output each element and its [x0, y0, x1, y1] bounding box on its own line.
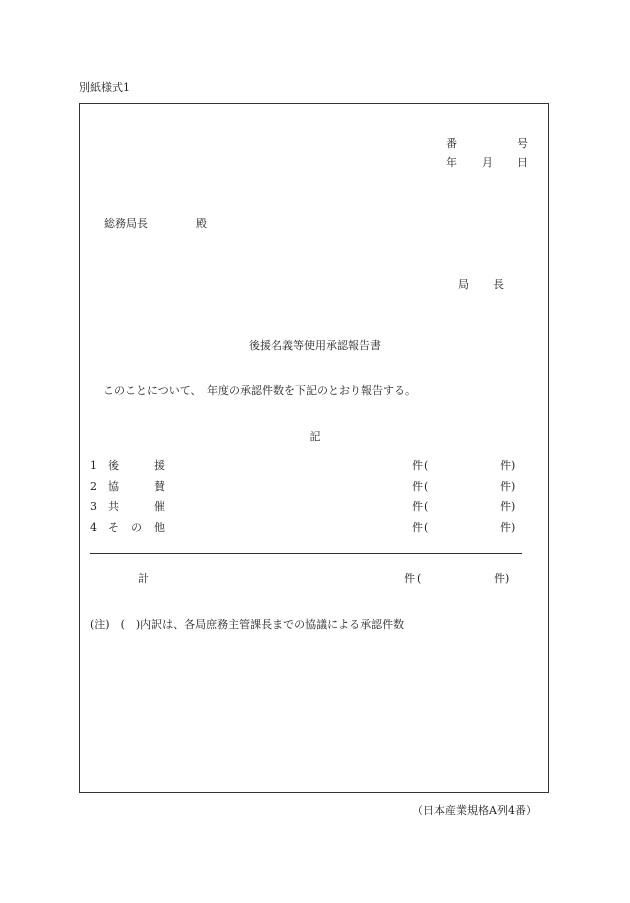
paper-standard-label: （日本産業規格A列4番） [412, 804, 537, 817]
table-row [90, 522, 522, 536]
item-label-char: 援 [154, 459, 165, 472]
item-count-unit: 件 [412, 459, 423, 472]
total-open-paren: ( [417, 572, 422, 585]
table-row [90, 460, 522, 474]
item-label-char: 賛 [154, 480, 165, 493]
item-count-unit: 件 [412, 521, 423, 534]
item-open-paren: ( [424, 480, 429, 493]
item-breakdown-unit: 件) [500, 480, 516, 493]
item-breakdown-unit: 件) [500, 459, 516, 472]
item-label-char: 後 [108, 459, 119, 472]
total-label: 計 [138, 572, 149, 585]
sender-bureau-label: 局 [458, 278, 469, 291]
item-count-unit: 件 [412, 480, 423, 493]
item-open-paren: ( [424, 500, 429, 513]
form-number-label: 別紙様式1 [79, 81, 130, 94]
item-label-char: 協 [108, 480, 119, 493]
total-breakdown-unit: 件) [494, 572, 510, 585]
total-divider [90, 553, 522, 554]
addressee-name: 総務局長 [104, 217, 148, 230]
item-breakdown-unit: 件) [500, 500, 516, 513]
item-open-paren: ( [424, 521, 429, 534]
addressee-honorific: 殿 [196, 217, 207, 230]
item-label-char: の [131, 521, 142, 534]
record-label: 記 [309, 430, 321, 443]
date-month-label: 月 [482, 156, 493, 169]
item-label-char: そ [108, 521, 119, 534]
date-year-label: 年 [446, 156, 457, 169]
item-number: 2 [90, 480, 97, 493]
item-label-char: 他 [154, 521, 165, 534]
item-label-char: 共 [108, 500, 119, 513]
item-label-char: 催 [154, 500, 165, 513]
item-breakdown-unit: 件) [500, 521, 516, 534]
item-count-unit: 件 [412, 500, 423, 513]
item-open-paren: ( [424, 459, 429, 472]
table-row [90, 481, 522, 495]
document-title: 後援名義等使用承認報告書 [249, 339, 381, 352]
sender-chief-label: 長 [493, 278, 504, 291]
document-number-suffix: 号 [517, 137, 528, 150]
footnote: (注) ( )内訳は、各局庶務主管課長までの協議による承認件数 [90, 618, 405, 631]
body-text: このことについて、 年度の承認件数を下記のとおり報告する。 [103, 384, 417, 397]
document-number-label: 番 [446, 137, 457, 150]
item-number: 3 [90, 500, 97, 513]
item-number: 1 [90, 459, 97, 472]
form-frame [79, 103, 549, 793]
table-row [90, 501, 522, 515]
date-day-label: 日 [517, 156, 528, 169]
total-count-unit: 件 [404, 572, 415, 585]
item-number: 4 [90, 521, 97, 534]
